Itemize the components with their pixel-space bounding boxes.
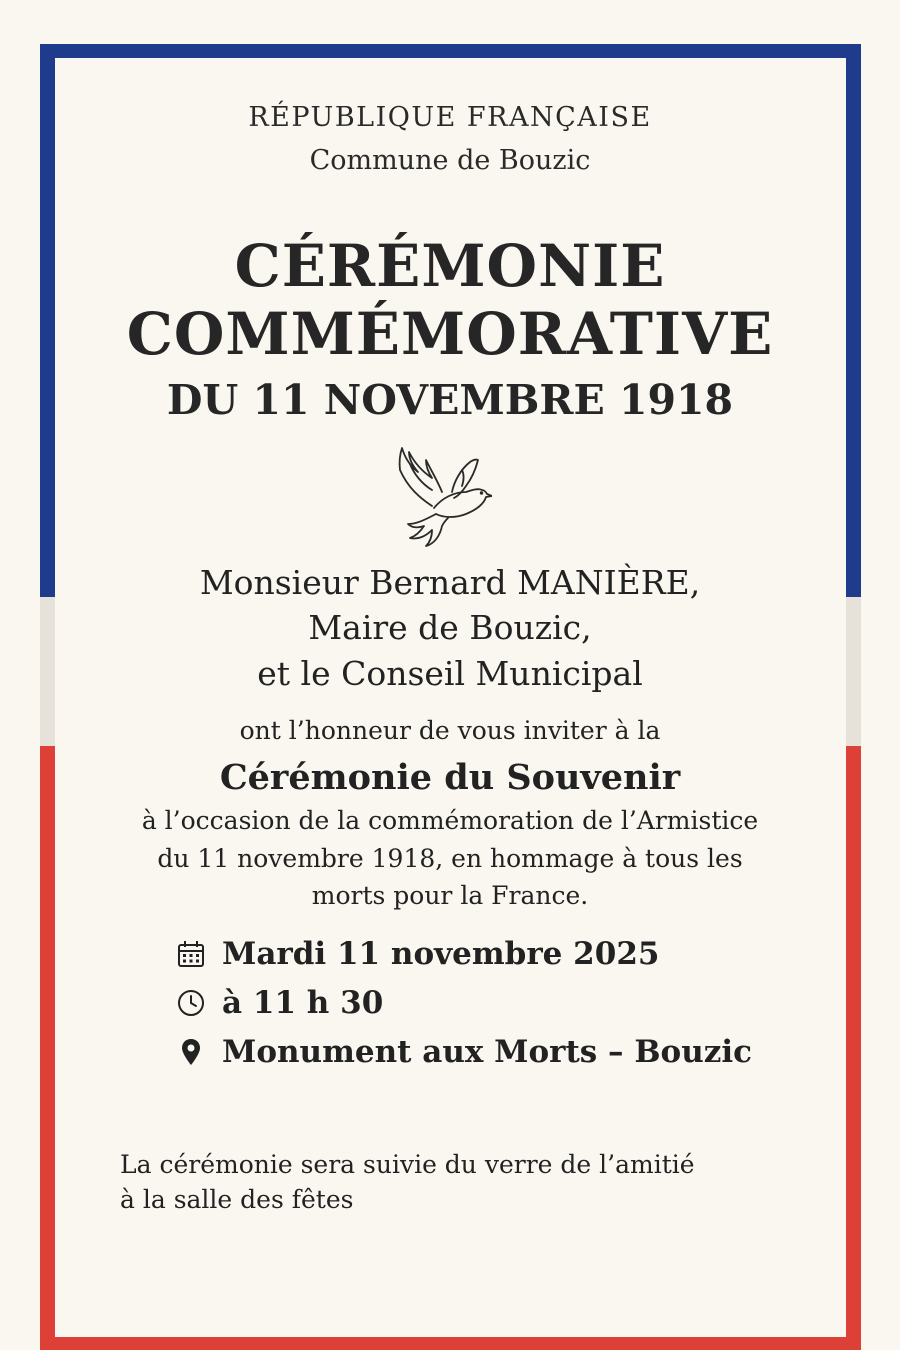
title-line-2: COMMÉMORATIVE — [126, 300, 774, 368]
dove-icon — [396, 444, 492, 548]
host-line-1: Monsieur Bernard MANIÈRE, — [199, 563, 701, 602]
invitation-intro: ont l’honneur de vous inviter à la — [239, 716, 661, 745]
occasion-line-1: à l’occasion de la commémoration de l’Armistice — [141, 806, 759, 835]
title-line-1: CÉRÉMONIE — [234, 232, 666, 300]
occasion-line-2: du 11 novembre 1918, en hommage à tous les — [157, 844, 743, 873]
clock-icon — [176, 988, 206, 1018]
commune-heading: Commune de Bouzic — [309, 145, 591, 176]
place-row — [176, 1032, 752, 1072]
map-pin-icon — [176, 1037, 206, 1067]
frame-top-border — [40, 44, 861, 58]
event-time: à 11 h 30 — [222, 985, 384, 1021]
footer-line-2: à la salle des fêtes — [120, 1185, 354, 1214]
republic-heading: RÉPUBLIQUE FRANÇAISE — [248, 102, 652, 133]
title-line-3: DU 11 NOVEMBRE 1918 — [166, 376, 734, 424]
date-row — [176, 934, 659, 974]
host-line-2: Maire de Bouzic, — [308, 608, 592, 647]
host-line-3: et le Conseil Municipal — [257, 654, 643, 693]
footer-line-1: La cérémonie sera suivie du verre de l’amitié — [120, 1150, 695, 1179]
occasion-line-3: morts pour la France. — [311, 881, 589, 910]
event-name: Cérémonie du Souvenir — [219, 757, 681, 798]
event-date: Mardi 11 novembre 2025 — [222, 936, 660, 972]
frame-bottom-border — [40, 1337, 861, 1350]
time-row — [176, 983, 383, 1023]
calendar-icon — [176, 939, 206, 969]
event-place: Monument aux Morts – Bouzic — [222, 1034, 752, 1070]
